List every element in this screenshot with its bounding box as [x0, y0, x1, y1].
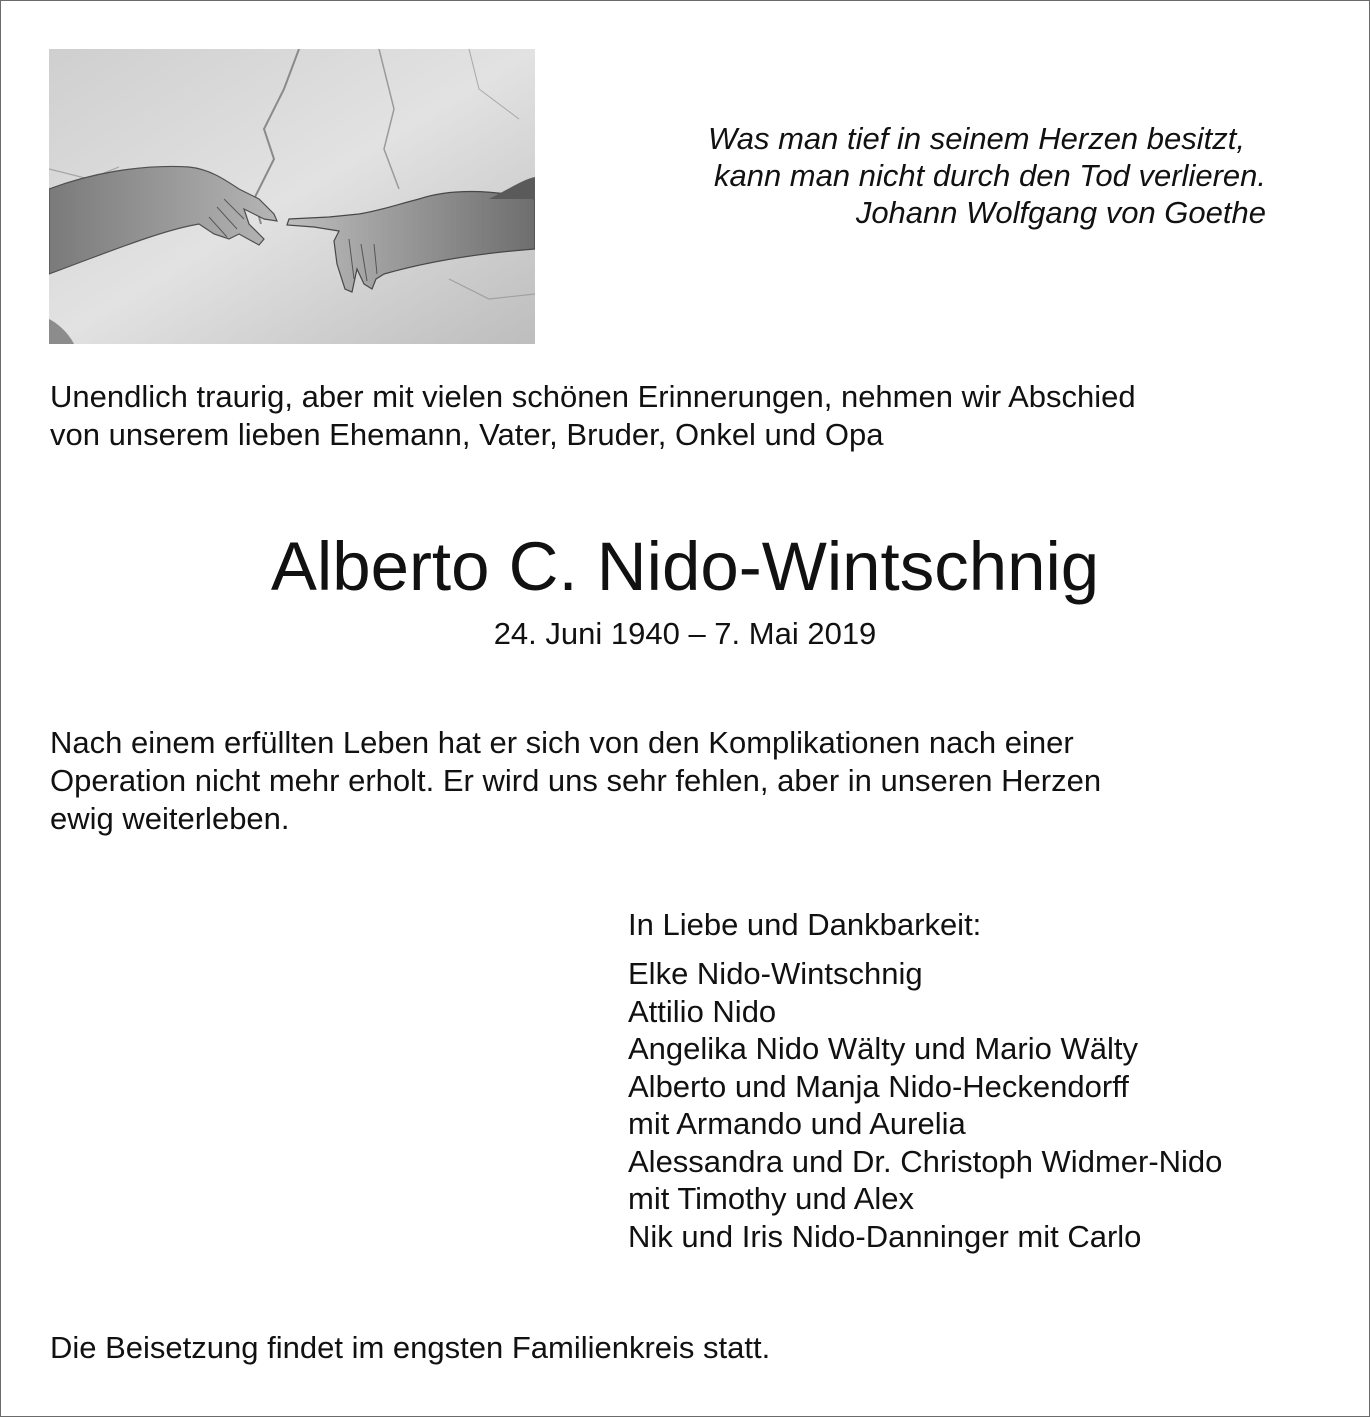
intro-paragraph [50, 378, 1330, 454]
signatory-name: Alessandra und Dr. Christoph Widmer-Nido [628, 1143, 1223, 1179]
intro-line: von unserem lieben Ehemann, Vater, Bruder, Onkel und Opa [50, 417, 884, 452]
signatory-name: Nik und Iris Nido-Danninger mit Carlo [628, 1218, 1142, 1254]
hands-reaching-image [49, 49, 535, 344]
signatory-name: Elke Nido-Wintschnig [628, 956, 923, 991]
signatories-heading: In Liebe und Dankbarkeit: [628, 907, 982, 942]
signatory-name: mit Armando und Aurelia [628, 1106, 966, 1141]
life-dates: 24. Juni 1940 – 7. Mai 2019 [493, 616, 877, 651]
signatory-name: Attilio Nido [628, 993, 777, 1029]
quote-line: Was man tief in seinem Herzen besitzt, [708, 121, 1245, 156]
fresco-illustration [49, 49, 535, 344]
goethe-quote [560, 120, 1266, 231]
signatory-name: mit Timothy und Alex [628, 1181, 915, 1216]
signatory-name: Alberto und Manja Nido-Heckendorff [628, 1068, 1129, 1104]
message-line: ewig weiterleben. [50, 801, 290, 836]
intro-line: Unendlich traurig, aber mit vielen schönen Erinnerungen, nehmen wir Abschied [50, 379, 1136, 414]
message-line: Operation nicht mehr erholt. Er wird uns sehr fehlen, aber in unseren Herzen [50, 763, 1102, 798]
quote-line: kann man nicht durch den Tod verlieren. [713, 158, 1266, 193]
deceased-name: Alberto C. Nido-Wintschnig [270, 528, 1100, 605]
message-line: Nach einem erfüllten Leben hat er sich von den Komplikationen nach einer [50, 725, 1074, 760]
signatory-name: Angelika Nido Wälty und Mario Wälty [628, 1031, 1138, 1066]
signatories-list [628, 955, 1358, 1255]
message-paragraph [50, 724, 1330, 838]
burial-note: Die Beisetzung findet im engsten Familienkreis statt. [50, 1330, 771, 1365]
signatories-block [628, 905, 1358, 1255]
quote-author: Johann Wolfgang von Goethe [855, 195, 1266, 230]
